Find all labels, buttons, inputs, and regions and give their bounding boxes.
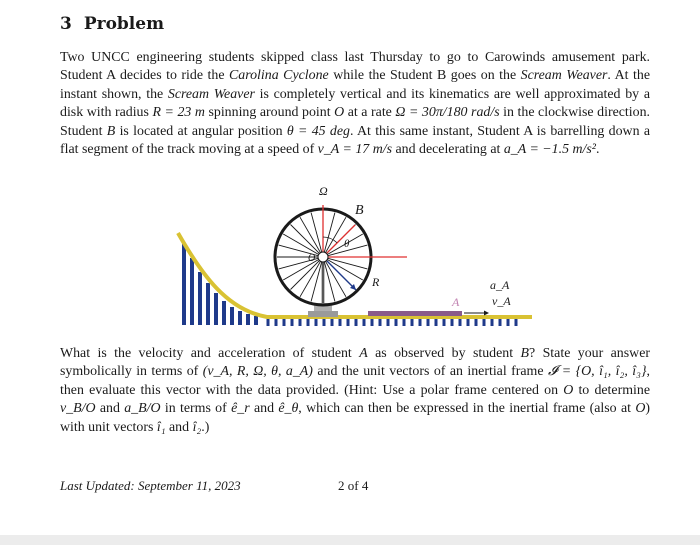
text-run: to determine: [573, 382, 650, 398]
text-run: spinning around point: [204, 105, 335, 121]
center-label: O: [308, 253, 316, 264]
flat-track-supports: [268, 319, 516, 326]
accel-value: a_A = −1.5 m/s²: [503, 142, 596, 158]
student-b: B: [520, 346, 529, 361]
student-b: B: [106, 123, 116, 139]
text-run: ) with unit vectors: [60, 401, 650, 435]
section-name: Problem: [83, 14, 165, 34]
ride-name-carolina-cyclone: Carolina Cyclone: [229, 68, 329, 84]
text-run: and: [249, 401, 279, 417]
text-run: at a rate: [344, 105, 396, 121]
coaster-supports: [184, 243, 256, 325]
text-run: . At the instant shown, the: [60, 68, 651, 102]
text-run: .): [201, 419, 210, 435]
velocity-label: v_A: [492, 294, 511, 308]
unit-e-r: ê_r: [231, 401, 250, 417]
ride-name-scream-weaver: Scream Weaver: [520, 68, 608, 84]
problem-paragraph-1: [60, 49, 650, 159]
point-o: O: [334, 105, 345, 121]
page-bottom-edge: [0, 535, 700, 545]
theta-arc: [323, 237, 337, 243]
section-title: [60, 14, 164, 34]
unit-e-theta: ê_θ: [278, 401, 299, 417]
point-o: O: [563, 382, 574, 398]
text-run: and: [165, 419, 193, 435]
section-number: 3: [60, 14, 72, 34]
ride-name-scream-weaver: Scream Weaver: [167, 86, 255, 102]
motion-arrowhead: [484, 311, 489, 316]
accel-label: a_A: [490, 278, 510, 292]
text-run: What is the velocity and acceleration of student: [60, 346, 360, 361]
text-run: while the Student B goes on the: [328, 68, 521, 84]
coaster-train: [368, 311, 462, 316]
text-run: is located at angular position: [115, 123, 287, 139]
text-run: , then evaluate this vector with the data provided. (Hint: Use a polar frame centered on: [60, 364, 650, 398]
last-updated: Last Updated: September 11, 2023: [60, 478, 241, 493]
radius-label: R: [372, 275, 380, 289]
text-run: in the clockwise direction. Student: [60, 105, 650, 139]
omega-label: Ω: [319, 185, 328, 198]
text-run: ? State your answer symbolically in terms of: [60, 346, 650, 380]
text-run: Two UNCC engineering students skipped class last Thursday to go to Carowinds amusement park. Student A decides to ride the: [60, 50, 650, 84]
inertial-frame: 𝓘 = {O, î₁, î₂, î₃}: [547, 364, 647, 380]
symbol-list: (v_A, R, Ω, θ, a_A): [202, 364, 313, 380]
student-a: A: [359, 346, 368, 361]
radius-arrow: [327, 261, 356, 290]
omega-value: Ω = 30π/180 rad/s: [395, 105, 500, 121]
student-a-label: A: [452, 295, 460, 309]
accel-b-o: a_B/O: [124, 401, 161, 417]
motion-labels: [464, 278, 511, 316]
unit-i1: î₁: [156, 419, 166, 435]
text-run: is completely vertical and its kinematics are well approximated by a disk with radius: [60, 86, 650, 121]
text-run: and: [95, 401, 125, 417]
text-run: .: [595, 142, 600, 158]
problem-paragraph-2: [60, 345, 650, 437]
hub: [318, 252, 328, 262]
text-run: and decelerating at: [392, 142, 504, 158]
text-run: . At this same instant, Student A is barrelling down a flat segment of the track moving at a speed of: [60, 123, 651, 158]
page-number: 2 of 4: [338, 478, 369, 493]
theta-label: θ: [344, 238, 350, 250]
text-run: and the unit vectors of an inertial frame: [312, 364, 548, 380]
text-run: as observed by student: [367, 346, 521, 361]
text-run: , which can then be expressed in the inertial frame (also at: [298, 401, 636, 417]
scream-weaver-wheel: [275, 205, 407, 305]
velocity-b-o: v_B/O: [60, 401, 96, 417]
text-run: in terms of: [160, 401, 232, 417]
radius-value: R = 23 m: [152, 105, 205, 121]
unit-i2: î₂: [192, 419, 202, 435]
ride-diagram: [172, 185, 542, 331]
speed-value: v_A = 17 m/s: [317, 142, 392, 158]
theta-value: θ = 45 deg: [286, 123, 350, 139]
point-b-label: B: [355, 203, 364, 218]
point-o: O: [635, 401, 646, 417]
